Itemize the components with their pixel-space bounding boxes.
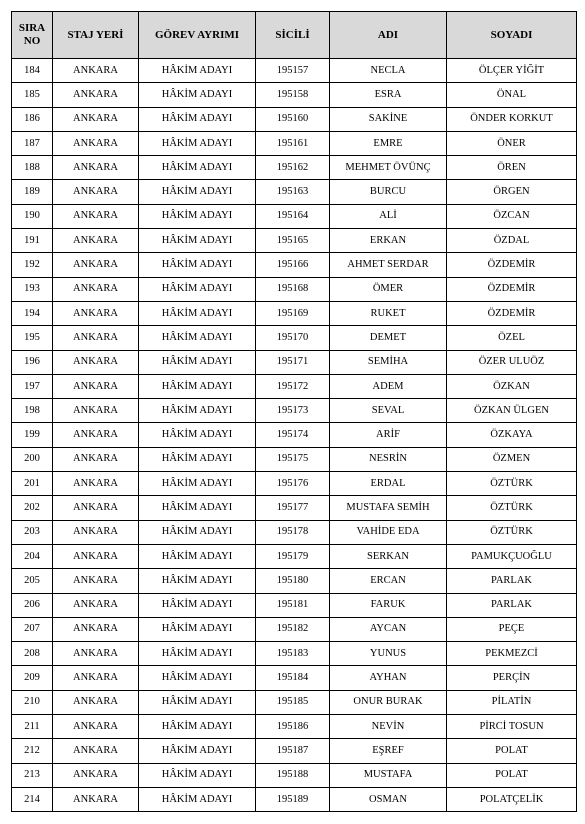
cell-soyadi: ÖZER ULUÖZ [447, 350, 577, 374]
cell-staj-yeri: ANKARA [53, 715, 139, 739]
cell-sira-no: 203 [12, 520, 53, 544]
cell-soyadi: ÖZKAN [447, 374, 577, 398]
cell-soyadi: ÖZMEN [447, 447, 577, 471]
cell-adi: MUSTAFA [330, 763, 447, 787]
cell-adi: OSMAN [330, 787, 447, 811]
table-row [12, 617, 577, 641]
cell-sira-no: 202 [12, 496, 53, 520]
cell-sira-no: 213 [12, 763, 53, 787]
cell-gorev-ayrimi: HÂKİM ADAYI [139, 107, 256, 131]
cell-sira-no: 190 [12, 204, 53, 228]
cell-sicili: 195168 [256, 277, 330, 301]
cell-gorev-ayrimi: HÂKİM ADAYI [139, 715, 256, 739]
cell-soyadi: ÖNDER KORKUT [447, 107, 577, 131]
cell-staj-yeri: ANKARA [53, 739, 139, 763]
cell-sicili: 195187 [256, 739, 330, 763]
cell-gorev-ayrimi: HÂKİM ADAYI [139, 447, 256, 471]
cell-soyadi: PEKMEZCİ [447, 642, 577, 666]
cell-soyadi: ÖZTÜRK [447, 496, 577, 520]
cell-gorev-ayrimi: HÂKİM ADAYI [139, 666, 256, 690]
table-row [12, 690, 577, 714]
cell-gorev-ayrimi: HÂKİM ADAYI [139, 617, 256, 641]
header-sicili: SİCİLİ [256, 12, 330, 59]
cell-sicili: 195163 [256, 180, 330, 204]
cell-soyadi: ÖZTÜRK [447, 520, 577, 544]
cell-soyadi: ÖRGEN [447, 180, 577, 204]
table-row [12, 277, 577, 301]
table-row [12, 374, 577, 398]
cell-adi: ERCAN [330, 569, 447, 593]
cell-adi: ESRA [330, 83, 447, 107]
cell-soyadi: PARLAK [447, 593, 577, 617]
cell-gorev-ayrimi: HÂKİM ADAYI [139, 229, 256, 253]
cell-adi: BURCU [330, 180, 447, 204]
cell-soyadi: ÖZKAN ÜLGEN [447, 399, 577, 423]
table-row [12, 131, 577, 155]
table-row [12, 83, 577, 107]
cell-sira-no: 210 [12, 690, 53, 714]
cell-sicili: 195171 [256, 350, 330, 374]
cell-adi: AYCAN [330, 617, 447, 641]
cell-adi: AHMET SERDAR [330, 253, 447, 277]
cell-staj-yeri: ANKARA [53, 180, 139, 204]
cell-staj-yeri: ANKARA [53, 374, 139, 398]
cell-staj-yeri: ANKARA [53, 253, 139, 277]
cell-adi: ÖMER [330, 277, 447, 301]
table-row [12, 204, 577, 228]
cell-staj-yeri: ANKARA [53, 83, 139, 107]
table-body [12, 59, 577, 812]
cell-staj-yeri: ANKARA [53, 423, 139, 447]
cell-sicili: 195158 [256, 83, 330, 107]
cell-adi: SEMİHA [330, 350, 447, 374]
cell-staj-yeri: ANKARA [53, 472, 139, 496]
cell-staj-yeri: ANKARA [53, 59, 139, 83]
cell-adi: VAHİDE EDA [330, 520, 447, 544]
cell-staj-yeri: ANKARA [53, 131, 139, 155]
header-row [12, 12, 577, 59]
cell-staj-yeri: ANKARA [53, 156, 139, 180]
table-row [12, 229, 577, 253]
cell-gorev-ayrimi: HÂKİM ADAYI [139, 520, 256, 544]
cell-staj-yeri: ANKARA [53, 617, 139, 641]
cell-adi: ERKAN [330, 229, 447, 253]
cell-staj-yeri: ANKARA [53, 642, 139, 666]
cell-sira-no: 189 [12, 180, 53, 204]
cell-sira-no: 204 [12, 544, 53, 568]
cell-sira-no: 194 [12, 301, 53, 325]
cell-sicili: 195181 [256, 593, 330, 617]
cell-soyadi: ÖZDEMİR [447, 277, 577, 301]
cell-sicili: 195172 [256, 374, 330, 398]
cell-staj-yeri: ANKARA [53, 229, 139, 253]
cell-gorev-ayrimi: HÂKİM ADAYI [139, 642, 256, 666]
cell-sira-no: 185 [12, 83, 53, 107]
cell-soyadi: ÖNER [447, 131, 577, 155]
cell-gorev-ayrimi: HÂKİM ADAYI [139, 326, 256, 350]
cell-staj-yeri: ANKARA [53, 204, 139, 228]
cell-staj-yeri: ANKARA [53, 496, 139, 520]
cell-sicili: 195161 [256, 131, 330, 155]
cell-soyadi: ÖZDEMİR [447, 301, 577, 325]
header-soyadi: SOYADI [447, 12, 577, 59]
cell-sicili: 195177 [256, 496, 330, 520]
cell-sicili: 195185 [256, 690, 330, 714]
cell-sira-no: 198 [12, 399, 53, 423]
cell-gorev-ayrimi: HÂKİM ADAYI [139, 544, 256, 568]
cell-staj-yeri: ANKARA [53, 326, 139, 350]
cell-staj-yeri: ANKARA [53, 569, 139, 593]
cell-adi: NEVİN [330, 715, 447, 739]
cell-soyadi: PARLAK [447, 569, 577, 593]
cell-gorev-ayrimi: HÂKİM ADAYI [139, 569, 256, 593]
cell-sira-no: 184 [12, 59, 53, 83]
cell-sicili: 195169 [256, 301, 330, 325]
cell-gorev-ayrimi: HÂKİM ADAYI [139, 690, 256, 714]
header-staj-yeri: STAJ YERİ [53, 12, 139, 59]
table-row [12, 496, 577, 520]
table-row [12, 180, 577, 204]
cell-staj-yeri: ANKARA [53, 277, 139, 301]
cell-adi: NESRİN [330, 447, 447, 471]
cell-gorev-ayrimi: HÂKİM ADAYI [139, 423, 256, 447]
cell-sira-no: 208 [12, 642, 53, 666]
cell-sicili: 195176 [256, 472, 330, 496]
table-row [12, 569, 577, 593]
cell-soyadi: ÖZCAN [447, 204, 577, 228]
cell-sicili: 195180 [256, 569, 330, 593]
cell-gorev-ayrimi: HÂKİM ADAYI [139, 763, 256, 787]
table-row [12, 593, 577, 617]
cell-adi: SERKAN [330, 544, 447, 568]
cell-sira-no: 207 [12, 617, 53, 641]
cell-sira-no: 205 [12, 569, 53, 593]
cell-sira-no: 200 [12, 447, 53, 471]
cell-soyadi: ÖZTÜRK [447, 472, 577, 496]
table-header [12, 12, 577, 59]
cell-sicili: 195164 [256, 204, 330, 228]
cell-sicili: 195189 [256, 787, 330, 811]
table-row [12, 423, 577, 447]
cell-adi: EMRE [330, 131, 447, 155]
cell-sira-no: 214 [12, 787, 53, 811]
cell-sicili: 195184 [256, 666, 330, 690]
cell-adi: RUKET [330, 301, 447, 325]
cell-adi: SEVAL [330, 399, 447, 423]
cell-soyadi: ÖREN [447, 156, 577, 180]
candidate-list-table [11, 11, 577, 812]
table-row [12, 520, 577, 544]
cell-sira-no: 212 [12, 739, 53, 763]
cell-adi: FARUK [330, 593, 447, 617]
table-row [12, 350, 577, 374]
cell-adi: MEHMET ÖVÜNÇ [330, 156, 447, 180]
cell-soyadi: PAMUKÇUOĞLU [447, 544, 577, 568]
cell-sicili: 195183 [256, 642, 330, 666]
table-row [12, 399, 577, 423]
cell-sicili: 195160 [256, 107, 330, 131]
cell-adi: AYHAN [330, 666, 447, 690]
cell-gorev-ayrimi: HÂKİM ADAYI [139, 156, 256, 180]
header-sira-no: SIRA NO [12, 12, 53, 59]
cell-sicili: 195182 [256, 617, 330, 641]
cell-soyadi: ÖZDEMİR [447, 253, 577, 277]
table-row [12, 739, 577, 763]
cell-gorev-ayrimi: HÂKİM ADAYI [139, 350, 256, 374]
cell-soyadi: ÖZKAYA [447, 423, 577, 447]
cell-sicili: 195178 [256, 520, 330, 544]
cell-gorev-ayrimi: HÂKİM ADAYI [139, 59, 256, 83]
cell-adi: ALİ [330, 204, 447, 228]
cell-staj-yeri: ANKARA [53, 350, 139, 374]
cell-gorev-ayrimi: HÂKİM ADAYI [139, 204, 256, 228]
cell-gorev-ayrimi: HÂKİM ADAYI [139, 180, 256, 204]
cell-sira-no: 186 [12, 107, 53, 131]
cell-sira-no: 196 [12, 350, 53, 374]
table-row [12, 326, 577, 350]
cell-sicili: 195175 [256, 447, 330, 471]
cell-sira-no: 197 [12, 374, 53, 398]
cell-adi: ERDAL [330, 472, 447, 496]
cell-adi: ONUR BURAK [330, 690, 447, 714]
cell-soyadi: PERÇİN [447, 666, 577, 690]
cell-sira-no: 193 [12, 277, 53, 301]
cell-sicili: 195179 [256, 544, 330, 568]
cell-staj-yeri: ANKARA [53, 544, 139, 568]
cell-sira-no: 187 [12, 131, 53, 155]
table-row [12, 544, 577, 568]
table-row [12, 301, 577, 325]
cell-soyadi: ÖZDAL [447, 229, 577, 253]
cell-adi: YUNUS [330, 642, 447, 666]
cell-staj-yeri: ANKARA [53, 666, 139, 690]
cell-soyadi: PİRCİ TOSUN [447, 715, 577, 739]
cell-sira-no: 188 [12, 156, 53, 180]
table-row [12, 253, 577, 277]
table-row [12, 472, 577, 496]
cell-sicili: 195162 [256, 156, 330, 180]
header-adi: ADI [330, 12, 447, 59]
cell-gorev-ayrimi: HÂKİM ADAYI [139, 131, 256, 155]
cell-soyadi: ÖLÇER YİĞİT [447, 59, 577, 83]
cell-soyadi: POLAT [447, 739, 577, 763]
cell-sira-no: 201 [12, 472, 53, 496]
cell-soyadi: ÖZEL [447, 326, 577, 350]
cell-adi: ADEM [330, 374, 447, 398]
table-row [12, 447, 577, 471]
table-row [12, 59, 577, 83]
cell-gorev-ayrimi: HÂKİM ADAYI [139, 399, 256, 423]
cell-sicili: 195173 [256, 399, 330, 423]
cell-soyadi: PİLATİN [447, 690, 577, 714]
cell-sira-no: 192 [12, 253, 53, 277]
table-row [12, 107, 577, 131]
cell-staj-yeri: ANKARA [53, 593, 139, 617]
cell-staj-yeri: ANKARA [53, 787, 139, 811]
cell-gorev-ayrimi: HÂKİM ADAYI [139, 277, 256, 301]
cell-sicili: 195188 [256, 763, 330, 787]
table-row [12, 787, 577, 811]
cell-staj-yeri: ANKARA [53, 301, 139, 325]
cell-gorev-ayrimi: HÂKİM ADAYI [139, 374, 256, 398]
table-row [12, 642, 577, 666]
cell-staj-yeri: ANKARA [53, 690, 139, 714]
cell-gorev-ayrimi: HÂKİM ADAYI [139, 301, 256, 325]
table-row [12, 763, 577, 787]
cell-sicili: 195186 [256, 715, 330, 739]
cell-adi: MUSTAFA SEMİH [330, 496, 447, 520]
cell-gorev-ayrimi: HÂKİM ADAYI [139, 83, 256, 107]
cell-sicili: 195170 [256, 326, 330, 350]
cell-adi: EŞREF [330, 739, 447, 763]
table-row [12, 666, 577, 690]
cell-adi: ARİF [330, 423, 447, 447]
cell-staj-yeri: ANKARA [53, 520, 139, 544]
cell-staj-yeri: ANKARA [53, 763, 139, 787]
cell-staj-yeri: ANKARA [53, 447, 139, 471]
cell-sira-no: 199 [12, 423, 53, 447]
cell-sira-no: 209 [12, 666, 53, 690]
cell-soyadi: ÖNAL [447, 83, 577, 107]
cell-sira-no: 206 [12, 593, 53, 617]
cell-gorev-ayrimi: HÂKİM ADAYI [139, 593, 256, 617]
cell-gorev-ayrimi: HÂKİM ADAYI [139, 787, 256, 811]
cell-sicili: 195174 [256, 423, 330, 447]
cell-sira-no: 211 [12, 715, 53, 739]
cell-soyadi: PEÇE [447, 617, 577, 641]
cell-sicili: 195166 [256, 253, 330, 277]
cell-soyadi: POLAT [447, 763, 577, 787]
cell-sicili: 195165 [256, 229, 330, 253]
table-row [12, 156, 577, 180]
cell-staj-yeri: ANKARA [53, 107, 139, 131]
header-gorev-ayrimi: GÖREV AYRIMI [139, 12, 256, 59]
cell-sira-no: 191 [12, 229, 53, 253]
cell-sicili: 195157 [256, 59, 330, 83]
cell-staj-yeri: ANKARA [53, 399, 139, 423]
cell-soyadi: POLATÇELİK [447, 787, 577, 811]
table-row [12, 715, 577, 739]
cell-adi: DEMET [330, 326, 447, 350]
cell-gorev-ayrimi: HÂKİM ADAYI [139, 253, 256, 277]
cell-sira-no: 195 [12, 326, 53, 350]
cell-gorev-ayrimi: HÂKİM ADAYI [139, 496, 256, 520]
cell-adi: SAKİNE [330, 107, 447, 131]
cell-gorev-ayrimi: HÂKİM ADAYI [139, 739, 256, 763]
cell-gorev-ayrimi: HÂKİM ADAYI [139, 472, 256, 496]
cell-adi: NECLA [330, 59, 447, 83]
